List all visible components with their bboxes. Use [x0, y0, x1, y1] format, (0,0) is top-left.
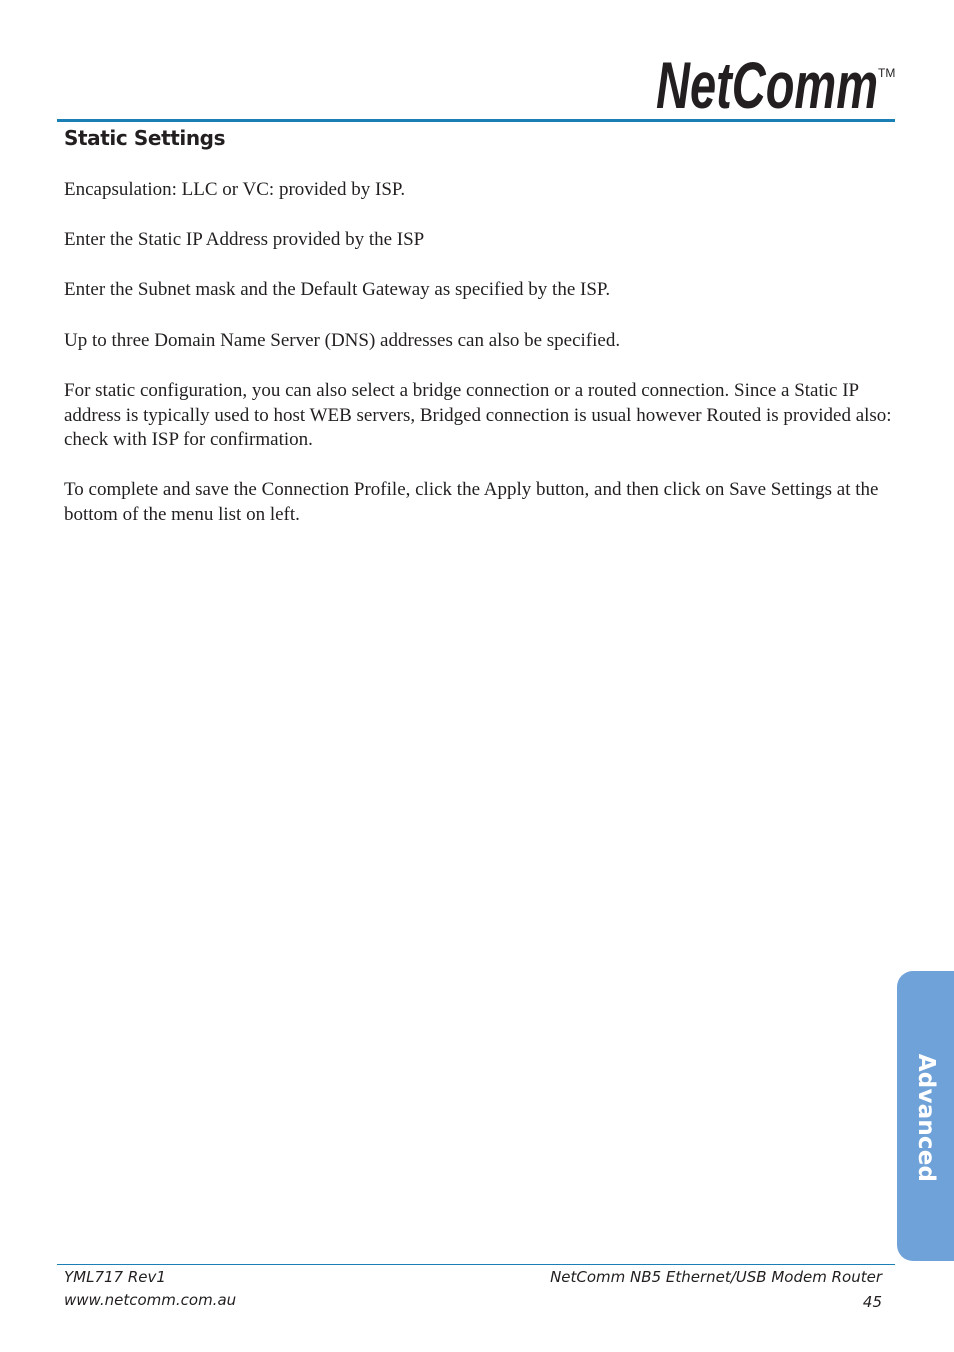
trademark-mark: TM — [878, 66, 896, 80]
footer-rule — [57, 1264, 895, 1265]
footer-website: www.netcomm.com.au — [64, 1291, 237, 1309]
footer-doc-code: YML717 Rev1 — [64, 1268, 166, 1286]
footer-product: NetComm NB5 Ethernet/USB Modem Router — [550, 1268, 882, 1286]
paragraph-subnet-gateway: Enter the Subnet mask and the Default Gateway as specified by the ISP. — [64, 279, 611, 300]
paragraph-save-profile: To complete and save the Connection Profile, click the Apply button, and then click on Save Settings at the bottom of the menu list on left. — [64, 479, 879, 525]
netcomm-logo — [652, 56, 894, 114]
section-title: Static Settings — [64, 126, 226, 150]
paragraph-bridge-routed: For static configuration, you can also select a bridge connection or a routed connection. Since a Static IP address is typically used to host WEB servers, Bridged connection is usual however Routed is provided also: check with ISP for confirmation. — [64, 380, 892, 450]
paragraph-static-ip: Enter the Static IP Address provided by the ISP — [64, 229, 425, 250]
logo-wordmark: NetComm — [656, 56, 878, 114]
footer-page-number: 45 — [862, 1293, 882, 1311]
paragraph-dns: Up to three Domain Name Server (DNS) addresses can also be specified. — [64, 330, 621, 351]
netcomm-logo-mark — [652, 56, 894, 114]
paragraph-encapsulation: Encapsulation: LLC or VC: provided by ISP. — [64, 179, 406, 200]
header-rule — [57, 119, 895, 122]
side-tab-label: Advanced — [913, 1053, 939, 1183]
